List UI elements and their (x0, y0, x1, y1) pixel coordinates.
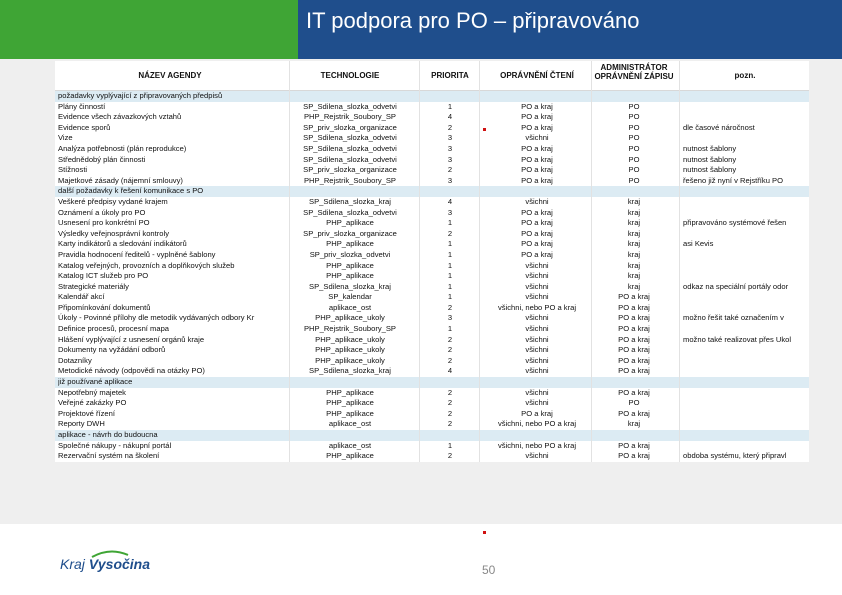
cell-admin-write: kraj (627, 281, 641, 291)
cell-priority: 2 (447, 387, 453, 397)
cell-priority: 2 (447, 398, 453, 408)
table-row (55, 197, 809, 208)
cell-admin-write: kraj (627, 218, 641, 228)
cell-admin-write: kraj (627, 271, 641, 281)
cell-read-access: PO a kraj (521, 112, 553, 122)
cell-priority: 3 (447, 207, 453, 217)
cell-technology: SP_Sdilena_slozka_odvetvi (303, 133, 397, 143)
cell-priority: 1 (447, 218, 453, 228)
cell-admin-write: kraj (627, 207, 641, 217)
cell-agenda-name: Střednědobý plán činnosti (58, 154, 146, 164)
cell-priority: 1 (447, 249, 453, 259)
cell-read-access: PO a kraj (521, 143, 553, 153)
cell-read-access: všichni, nebo PO a kraj (497, 440, 577, 450)
section-label: již používané aplikace (58, 377, 133, 387)
table-row (55, 102, 809, 113)
cell-technology: SP_Sdilena_slozka_odvetvi (303, 154, 397, 164)
column-divider (591, 61, 592, 462)
table-row (55, 409, 809, 420)
cell-priority: 3 (447, 133, 453, 143)
table-row (55, 250, 809, 261)
cell-agenda-name: Připomínkování dokumentů (58, 302, 151, 312)
cell-admin-write: PO a kraj (618, 302, 650, 312)
cell-agenda-name: Kalendář akcí (58, 292, 105, 302)
cell-technology: SP_priv_slozka_odvetvi (309, 249, 391, 259)
cell-read-access: PO a kraj (521, 239, 553, 249)
cell-agenda-name: Veškeré předpisy vydané krajem (58, 196, 168, 206)
cell-technology: SP_Sdilena_slozka_kraj (309, 281, 391, 291)
cell-agenda-name: Majetkové zásady (nájemní smlouvy) (58, 175, 183, 185)
cell-technology: PHP_aplikace_ukoly (315, 345, 385, 355)
table-row (55, 218, 809, 229)
cell-technology: PHP_aplikace (326, 387, 374, 397)
cell-read-access: všichni (525, 196, 549, 206)
cell-admin-write: PO (628, 398, 640, 408)
cell-read-access: všichni (525, 451, 549, 461)
cell-technology: aplikace_ost (328, 302, 372, 312)
cell-read-access: PO a kraj (521, 165, 553, 175)
table-row (55, 208, 809, 219)
cell-priority: 4 (447, 196, 453, 206)
cell-technology: PHP_aplikace (326, 408, 374, 418)
cell-admin-write: PO a kraj (618, 440, 650, 450)
cell-agenda-name: Strategické materiály (58, 281, 129, 291)
section-label: požadavky vyplývající z připravovaných předpisů (58, 91, 223, 100)
cell-technology: PHP_Rejstrik_Soubory_SP (303, 112, 396, 122)
cell-technology: PHP_aplikace (326, 451, 374, 461)
table-row (55, 324, 809, 335)
cell-agenda-name: Dokumenty na vyžádání odborů (58, 345, 166, 355)
comment-marker (483, 531, 486, 534)
cell-agenda-name: Hlášení vyplývající z usnesení orgánů kraje (58, 334, 205, 344)
table-row (55, 419, 809, 430)
cell-agenda-name: Oznámení a úkoly pro PO (58, 207, 146, 217)
table-row (55, 133, 809, 144)
cell-admin-write: PO (628, 112, 640, 122)
cell-read-access: všichni (525, 366, 549, 376)
table-row (55, 239, 809, 250)
cell-technology: PHP_aplikace (326, 218, 374, 228)
cell-admin-write: PO a kraj (618, 408, 650, 418)
cell-technology: SP_Sdilena_slozka_kraj (309, 196, 391, 206)
cell-technology: SP_priv_slozka_organizace (303, 122, 397, 132)
cell-technology: PHP_aplikace_ukoly (315, 313, 385, 323)
table-row (55, 441, 809, 452)
cell-technology: SP_Sdilena_slozka_odvetvi (303, 207, 397, 217)
cell-technology: SP_priv_slozka_organizace (303, 165, 397, 175)
section-row (55, 377, 809, 388)
cell-priority: 3 (447, 143, 453, 153)
cell-read-access: PO a kraj (521, 175, 553, 185)
cell-admin-write: PO a kraj (618, 345, 650, 355)
cell-admin-write: kraj (627, 228, 641, 238)
cell-technology: aplikace_ost (328, 440, 372, 450)
cell-agenda-name: Metodické návody (odpovědi na otázky PO) (58, 366, 205, 376)
cell-admin-write: PO (628, 175, 640, 185)
cell-read-access: PO a kraj (521, 154, 553, 164)
cell-technology: PHP_aplikace (326, 271, 374, 281)
cell-technology: PHP_Rejstrik_Soubory_SP (303, 175, 396, 185)
table-row (55, 176, 809, 187)
table-row (55, 303, 809, 314)
cell-note: možno řešit také označením v (683, 313, 784, 323)
col-header-admin-write: ADMINISTRÁTOR OPRÁVNĚNÍ ZÁPISU (594, 63, 674, 81)
cell-admin-write: PO a kraj (618, 324, 650, 334)
header-green-band (0, 0, 298, 59)
table-row (55, 144, 809, 155)
cell-read-access: PO a kraj (521, 228, 553, 238)
table-row (55, 398, 809, 409)
col-header-priority: PRIORITA (431, 71, 469, 80)
cell-read-access: PO a kraj (521, 249, 553, 259)
kraj-vysocina-logo (60, 553, 150, 579)
cell-note: řešeno již nyní v Rejstříku PO (683, 175, 784, 185)
cell-note: možno také realizovat přes Ukol (683, 334, 792, 344)
cell-note: odkaz na speciální portály odor (683, 281, 789, 291)
col-header-note: pozn. (734, 71, 756, 80)
column-divider (289, 61, 290, 462)
logo-text: Kraj Vysočina (60, 556, 151, 572)
table-row (55, 229, 809, 240)
table-row (55, 451, 809, 462)
cell-admin-write: PO (628, 101, 640, 111)
cell-agenda-name: Stížnosti (58, 165, 88, 175)
col-header-read-access: OPRÁVNĚNÍ ČTENÍ (500, 71, 574, 80)
cell-priority: 1 (447, 260, 453, 270)
cell-admin-write: PO (628, 133, 640, 143)
cell-read-access: všichni (525, 334, 549, 344)
cell-priority: 2 (447, 302, 453, 312)
cell-note: dle časové náročnost (683, 122, 755, 132)
section-row (55, 91, 809, 102)
cell-note: nutnost šablony (683, 165, 737, 175)
cell-note: asi Kevis (683, 239, 714, 249)
table-body (55, 91, 809, 462)
cell-technology: PHP_Rejstrik_Soubory_SP (303, 324, 396, 334)
section-row (55, 186, 809, 197)
cell-agenda-name: Katalog ICT služeb pro PO (58, 271, 149, 281)
cell-admin-write: PO a kraj (618, 334, 650, 344)
cell-priority: 2 (447, 165, 453, 175)
table-row (55, 261, 809, 272)
cell-priority: 2 (447, 345, 453, 355)
table-row (55, 388, 809, 399)
cell-priority: 2 (447, 228, 453, 238)
cell-priority: 2 (447, 334, 453, 344)
cell-admin-write: kraj (627, 196, 641, 206)
cell-admin-write: PO (628, 165, 640, 175)
cell-technology: SP_Sdilena_slozka_odvetvi (303, 101, 397, 111)
cell-admin-write: PO (628, 143, 640, 153)
cell-priority: 1 (447, 440, 453, 450)
cell-agenda-name: Definice procesů, procesní mapa (58, 324, 170, 334)
cell-priority: 2 (447, 451, 453, 461)
table-row (55, 313, 809, 324)
cell-read-access: všichni, nebo PO a kraj (497, 419, 577, 429)
cell-technology: SP_Sdilena_slozka_kraj (309, 366, 391, 376)
agenda-table (55, 61, 809, 462)
section-label: další požadavky k řešení komunikace s PO (58, 186, 204, 196)
cell-agenda-name: Rezervační systém na školení (58, 451, 160, 461)
cell-technology: PHP_aplikace_ukoly (315, 355, 385, 365)
cell-agenda-name: Katalog veřejných, provozních a doplňkových služeb (58, 260, 235, 270)
comment-marker (483, 128, 486, 131)
cell-agenda-name: Evidence všech závazkových vztahů (58, 112, 182, 122)
title-bar (298, 0, 842, 59)
table-row (55, 366, 809, 377)
cell-technology: SP_Sdilena_slozka_odvetvi (303, 143, 397, 153)
cell-admin-write: PO a kraj (618, 366, 650, 376)
cell-agenda-name: Pravidla hodnocení ředitelů - vyplněné šablony (58, 249, 216, 259)
cell-read-access: PO a kraj (521, 218, 553, 228)
cell-technology: SP_priv_slozka_organizace (303, 228, 397, 238)
cell-read-access: všichni (525, 271, 549, 281)
table-row (55, 345, 809, 356)
cell-technology: PHP_aplikace (326, 398, 374, 408)
table-row (55, 112, 809, 123)
cell-technology: aplikace_ost (328, 419, 372, 429)
cell-admin-write: kraj (627, 249, 641, 259)
page-number: 50 (482, 563, 496, 577)
cell-read-access: všichni (525, 281, 549, 291)
cell-priority: 2 (447, 355, 453, 365)
cell-read-access: PO a kraj (521, 207, 553, 217)
cell-admin-write: PO a kraj (618, 292, 650, 302)
cell-priority: 1 (447, 101, 453, 111)
cell-priority: 3 (447, 175, 453, 185)
cell-read-access: všichni (525, 355, 549, 365)
cell-read-access: všichni (525, 324, 549, 334)
cell-admin-write: kraj (627, 260, 641, 270)
column-divider (679, 61, 680, 462)
cell-note: nutnost šablony (683, 154, 737, 164)
cell-read-access: všichni (525, 398, 549, 408)
table-row (55, 292, 809, 303)
cell-read-access: všichni (525, 313, 549, 323)
cell-priority: 2 (447, 122, 453, 132)
cell-technology: PHP_aplikace (326, 260, 374, 270)
cell-agenda-name: Karty indikátorů a sledování indikátorů (58, 239, 187, 249)
table-row (55, 165, 809, 176)
cell-admin-write: kraj (627, 239, 641, 249)
cell-read-access: všichni (525, 260, 549, 270)
cell-agenda-name: Projektové řízení (58, 408, 115, 418)
cell-agenda-name: Společné nákupy - nákupní portál (58, 440, 172, 450)
table-row (55, 271, 809, 282)
cell-read-access: všichni (525, 292, 549, 302)
cell-admin-write: PO (628, 122, 640, 132)
cell-note: nutnost šablony (683, 143, 737, 153)
cell-note: připravováno systémové řešen (683, 218, 787, 228)
table-row (55, 123, 809, 134)
cell-priority: 3 (447, 313, 453, 323)
table-row (55, 282, 809, 293)
cell-admin-write: PO a kraj (618, 387, 650, 397)
section-row (55, 430, 809, 441)
content-area (0, 59, 842, 524)
cell-priority: 2 (447, 408, 453, 418)
cell-agenda-name: Dotazníky (58, 355, 92, 365)
cell-read-access: všichni (525, 345, 549, 355)
cell-priority: 1 (447, 324, 453, 334)
cell-priority: 1 (447, 292, 453, 302)
column-divider (419, 61, 420, 462)
cell-read-access: PO a kraj (521, 408, 553, 418)
cell-read-access: PO a kraj (521, 101, 553, 111)
cell-agenda-name: Plány činností (58, 101, 106, 111)
cell-agenda-name: Analýza potřebnosti (plán reprodukce) (58, 143, 187, 153)
cell-priority: 4 (447, 112, 453, 122)
table-header (55, 61, 809, 91)
cell-agenda-name: Vize (58, 133, 73, 143)
cell-note: obdoba systému, který připravl (683, 451, 787, 461)
cell-admin-write: PO a kraj (618, 355, 650, 365)
cell-priority: 4 (447, 366, 453, 376)
cell-technology: PHP_aplikace (326, 239, 374, 249)
cell-agenda-name: Nepotřebný majetek (58, 387, 126, 397)
cell-agenda-name: Evidence sporů (58, 122, 111, 132)
cell-priority: 2 (447, 419, 453, 429)
cell-agenda-name: Úkoly - Povinné přílohy dle metodik vydávaných odbory Kr (58, 313, 255, 323)
section-label: aplikace - návrh do budoucna (58, 430, 158, 439)
table-row (55, 356, 809, 367)
cell-admin-write: PO a kraj (618, 313, 650, 323)
slide-title: IT podpora pro PO – připravováno (306, 8, 640, 33)
cell-read-access: PO a kraj (521, 122, 553, 132)
col-header-name: NÁZEV AGENDY (138, 71, 202, 80)
col-header-technology: TECHNOLOGIE (320, 71, 380, 80)
cell-technology: SP_kalendar (328, 292, 372, 302)
cell-agenda-name: Usnesení pro konkrétní PO (58, 218, 150, 228)
cell-read-access: všichni (525, 133, 549, 143)
cell-agenda-name: Reporty DWH (58, 419, 105, 429)
cell-priority: 1 (447, 239, 453, 249)
cell-technology: PHP_aplikace_ukoly (315, 334, 385, 344)
cell-agenda-name: Výsledky veřejnosprávní kontroly (58, 228, 170, 238)
cell-read-access: všichni, nebo PO a kraj (497, 302, 577, 312)
cell-admin-write: kraj (627, 419, 641, 429)
cell-read-access: všichni (525, 387, 549, 397)
cell-admin-write: PO (628, 154, 640, 164)
cell-agenda-name: Veřejné zakázky PO (58, 398, 127, 408)
table-row (55, 155, 809, 166)
cell-admin-write: PO a kraj (618, 451, 650, 461)
cell-priority: 1 (447, 281, 453, 291)
cell-priority: 3 (447, 154, 453, 164)
column-divider (479, 61, 480, 462)
table-row (55, 335, 809, 346)
cell-priority: 1 (447, 271, 453, 281)
